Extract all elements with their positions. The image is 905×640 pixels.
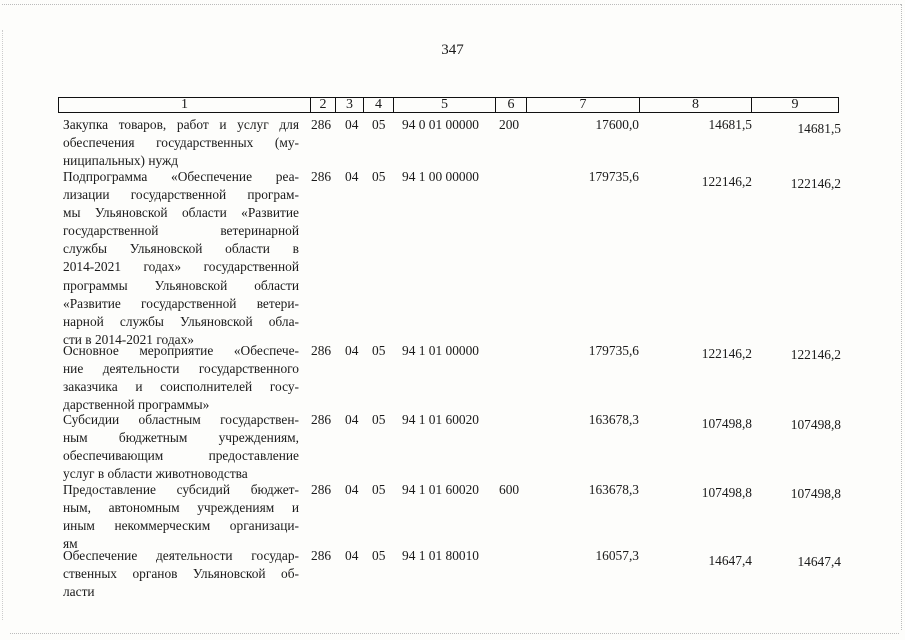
cell-col5: 94 1 01 00000 [402, 343, 479, 358]
description-line: Обеспечение деятельности государ- [63, 548, 299, 563]
scan-edge-bottom [10, 633, 899, 634]
cell-col5: 94 1 01 60020 [402, 412, 479, 427]
description-line: «Развитие государственной ветери- [63, 295, 299, 311]
cell-col3: 04 [345, 548, 359, 563]
cell-col3: 04 [345, 117, 359, 132]
description-line: услуг в области животноводства [63, 466, 248, 482]
description-line: ласти [63, 584, 95, 600]
cell-col7: 17600,0 [595, 117, 639, 132]
table-header [58, 97, 839, 113]
column-header-2: 2 [310, 98, 335, 112]
cell-col9: 122146,2 [790, 176, 841, 191]
description-line: государственной ветеринарной [63, 223, 299, 239]
description-line: обеспечивающим предоставление [63, 448, 299, 464]
column-header-6: 6 [495, 98, 526, 112]
column-header-1: 1 [181, 97, 188, 112]
cell-col2: 286 [311, 412, 332, 427]
column-header-5: 5 [393, 98, 495, 112]
description-line: Основное мероприятие «Обеспече- [63, 343, 299, 358]
cell-col5: 94 1 01 60020 [402, 482, 479, 497]
description-line: службы Ульяновской области в [63, 241, 299, 257]
cell-col2: 286 [311, 482, 332, 497]
description-line: заказчика и соисполнителей госу- [63, 379, 299, 395]
cell-col7: 163678,3 [588, 412, 639, 427]
cell-col4: 05 [372, 412, 386, 427]
row-description [63, 168, 299, 349]
column-header-4: 4 [363, 98, 393, 112]
description-line: ным бюджетным учреждениям, [63, 430, 299, 446]
cell-col8: 122146,2 [701, 174, 752, 189]
cell-col7: 179735,6 [588, 169, 639, 184]
description-line: дарственной программы» [63, 397, 210, 413]
cell-col9: 122146,2 [790, 347, 841, 362]
cell-col8: 107498,8 [701, 485, 752, 500]
row-description [63, 547, 299, 601]
row-description [63, 411, 299, 483]
row-description [63, 116, 299, 170]
scan-edge-top [2, 4, 901, 5]
description-line: Закупка товаров, работ и услуг для [63, 117, 299, 132]
cell-col6: 200 [499, 117, 520, 132]
description-line: программы Ульяновской области [63, 277, 299, 293]
cell-col5: 94 0 01 00000 [402, 117, 479, 132]
description-line: Субсидии областным государствен- [63, 412, 299, 427]
page-number: 347 [441, 42, 464, 58]
cell-col4: 05 [372, 169, 386, 184]
cell-col3: 04 [345, 482, 359, 497]
description-line: Предоставление субсидий бюджет- [63, 482, 299, 497]
cell-col5: 94 1 00 00000 [402, 169, 479, 184]
scan-edge-left [2, 30, 3, 620]
column-header-7: 7 [526, 98, 639, 112]
cell-col6: 600 [499, 482, 520, 497]
cell-col8: 14681,5 [708, 117, 752, 132]
cell-col5: 94 1 01 80010 [402, 548, 479, 563]
cell-col7: 163678,3 [588, 482, 639, 497]
cell-col2: 286 [311, 169, 332, 184]
cell-col3: 04 [345, 169, 359, 184]
cell-col4: 05 [372, 343, 386, 358]
cell-col8: 122146,2 [701, 346, 752, 361]
description-line: ниципальных) нужд [63, 153, 179, 169]
cell-col9: 107498,8 [790, 486, 841, 501]
cell-col9: 14647,4 [797, 554, 841, 569]
description-line: мы Ульяновской области «Развитие [63, 205, 299, 221]
column-header-9: 9 [751, 98, 838, 112]
description-line: Подпрограмма «Обеспечение реа- [63, 169, 299, 184]
description-line: ственных органов Ульяновской об- [63, 566, 299, 582]
description-line: ям [63, 536, 78, 552]
description-line: лизации государственной програм- [63, 187, 299, 203]
cell-col4: 05 [372, 482, 386, 497]
cell-col2: 286 [311, 117, 332, 132]
cell-col7: 179735,6 [588, 343, 639, 358]
column-header-3: 3 [335, 98, 363, 112]
cell-col2: 286 [311, 343, 332, 358]
description-line: ние деятельности государственного [63, 361, 299, 377]
description-line: сти в 2014-2021 годах» [63, 331, 194, 347]
cell-col9: 14681,5 [797, 121, 841, 136]
description-line: нарной службы Ульяновской обла- [63, 313, 299, 329]
scan-edge-right [901, 4, 902, 630]
cell-col2: 286 [311, 548, 332, 563]
cell-col9: 107498,8 [790, 417, 841, 432]
cell-col4: 05 [372, 117, 386, 132]
cell-col3: 04 [345, 412, 359, 427]
description-line: обеспечения государственных (му- [63, 135, 299, 151]
row-description [63, 342, 299, 414]
cell-col8: 14647,4 [708, 553, 752, 568]
cell-col8: 107498,8 [701, 416, 752, 431]
row-description [63, 481, 299, 553]
cell-col4: 05 [372, 548, 386, 563]
column-header-8: 8 [639, 98, 751, 112]
description-line: иным некоммерческим организаци- [63, 518, 299, 534]
cell-col7: 16057,3 [595, 548, 639, 563]
cell-col3: 04 [345, 343, 359, 358]
description-line: 2014-2021 годах» государственной [63, 259, 299, 275]
description-line: ным, автономным учреждениям и [63, 500, 299, 516]
